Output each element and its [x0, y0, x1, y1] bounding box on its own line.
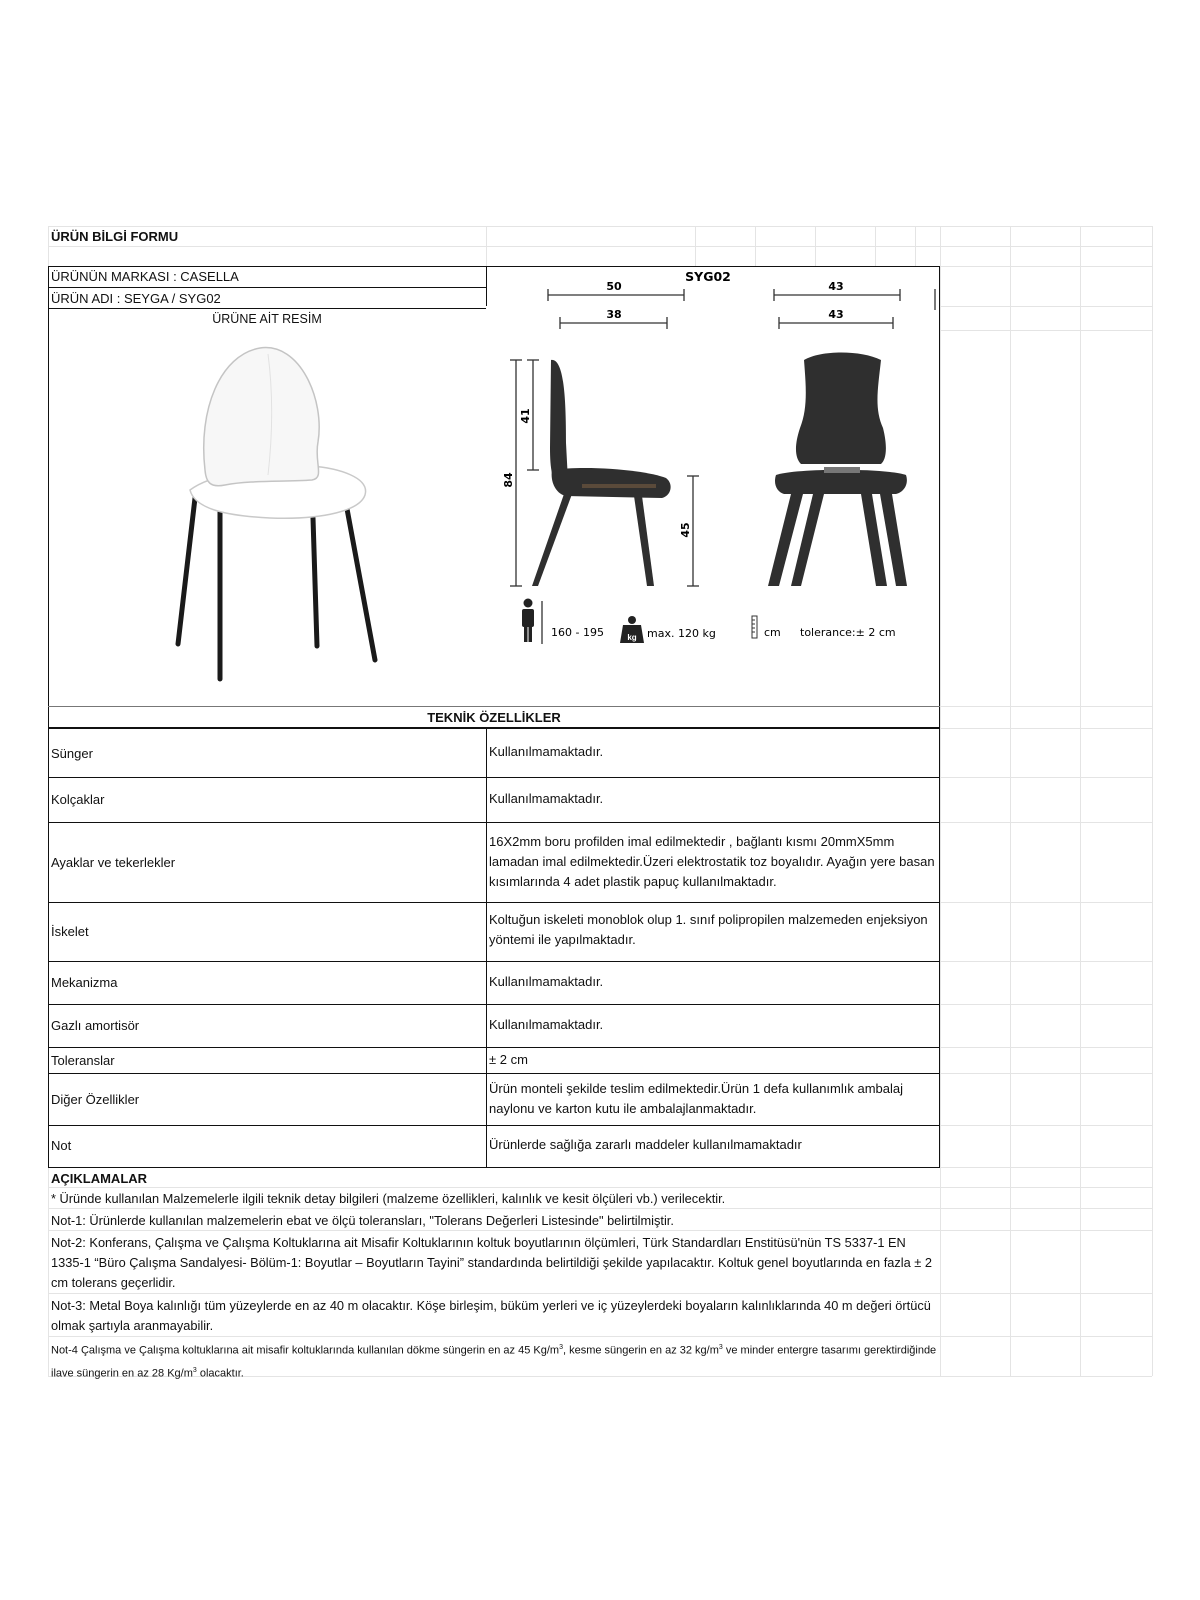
note-2: Not-2: Konferans, Çalışma ve Çalışma Koltuklarına ait Misafir Koltuklarının koltuk boyutlarının ölçümleri, Türk Standardları Enstitüsü'nün TS 5337-1 EN 1335-1 “Büro Çalışma Sandalyesi- Bölüm-1: Boyutlar – Boyutların Tayini” standardında belirtildiği şekilde yapılacaktır. Koltuk genel boyutlarında en fazla ± 2 cm tolerans geçerlidir.	[51, 1235, 933, 1290]
product-name-line: ÜRÜN ADI : SEYGA / SYG02	[51, 291, 221, 306]
spec-value: Koltuğun iskeleti monoblok olup 1. sınıf polipropilen malzemeden enjeksiyon yöntemi ile yapılmaktadır.	[489, 912, 928, 947]
chair-shell	[204, 348, 319, 486]
superscript: 3	[192, 1366, 197, 1374]
note-3: Not-3: Metal Boya kalınlığı tüm yüzeylerde en az 40 m olacaktır. Köşe birleşim, büküm yerleri ve iç yüzeylerdeki boyaların kalınlıklarında 40 m değeri örtücü olmak şartıyla aranmayabilir.	[51, 1298, 931, 1333]
note-general: * Üründe kullanılan Malzemelerle ilgili teknik detay bilgileri (malzeme özellikleri, kalınlık ve kesit ölçüleri vb.) verilecektir.	[51, 1191, 726, 1206]
spec-label: Ayaklar ve tekerlekler	[51, 855, 176, 870]
front-view-chair	[768, 353, 907, 587]
note-4-part: Not-4 Çalışma ve Çalışma koltuklarına ait misafir koltuklarında kullanılan dökme süngerin en az 45 Kg/m	[51, 1344, 560, 1357]
spec-label: Not	[51, 1138, 72, 1153]
dim-front-top: 43	[828, 280, 844, 293]
dim-side-seat: 38	[606, 308, 622, 321]
spec-label: Diğer Özellikler	[51, 1092, 140, 1107]
spec-value: ± 2 cm	[489, 1052, 528, 1067]
dim-side-top: 50	[606, 280, 622, 293]
tolerance-label: tolerance:± 2 cm	[800, 626, 896, 639]
dim-total-height: 84	[502, 472, 515, 488]
weight-icon-label: kg	[627, 633, 637, 642]
tech-header: TEKNİK ÖZELLİKLER	[427, 710, 561, 725]
spec-value: Kullanılmamaktadır.	[489, 791, 604, 806]
chair-legs	[178, 498, 375, 679]
technical-drawing	[486, 268, 939, 688]
note-4	[51, 1338, 941, 1383]
drawing-code: SYG02	[685, 269, 731, 284]
tech-header-rule	[48, 727, 940, 729]
spec-value: Kullanılmamaktadır.	[489, 974, 604, 989]
note-4-part: , kesme süngerin en az 32 kg/m	[562, 1344, 719, 1357]
spec-value: Kullanılmamaktadır.	[489, 744, 604, 759]
chair-photo	[150, 340, 420, 690]
spec-label: Toleranslar	[51, 1053, 115, 1068]
form-title: ÜRÜN BİLGİ FORMU	[51, 229, 179, 244]
dim-front-seat: 43	[828, 308, 844, 321]
spec-label: Mekanizma	[51, 975, 118, 990]
spec-value: Ürünlerde sağlığa zararlı maddeler kullanılmamaktadır	[489, 1137, 802, 1152]
dim-seat-height: 45	[679, 522, 692, 538]
spec-value: Ürün monteli şekilde teslim edilmektedir.Ürün 1 defa kullanımlık ambalaj naylonu ve karton kutu ile ambalajlanmaktadır.	[489, 1081, 904, 1116]
superscript: 3	[718, 1344, 723, 1351]
note-4-part: olacaktır.	[196, 1367, 244, 1380]
spec-value: Kullanılmamaktadır.	[489, 1017, 604, 1032]
image-caption: ÜRÜNE AİT RESİM	[212, 312, 322, 326]
side-view-chair	[532, 360, 671, 586]
notes-title: AÇIKLAMALAR	[51, 1171, 148, 1186]
spec-label: Sünger	[51, 746, 93, 761]
dim-back-height: 41	[519, 408, 532, 424]
note-4-part: ve minder entergre tasarımı gerektirdiğinde ilave süngerin en az 28 Kg/m	[51, 1344, 937, 1380]
superscript: 3	[559, 1344, 563, 1351]
unit-label: cm	[764, 626, 781, 639]
spec-label: İskelet	[51, 924, 89, 939]
spec-label: Gazlı amortisör	[51, 1018, 140, 1033]
max-weight: max. 120 kg	[647, 627, 716, 640]
ruler-icon	[752, 616, 757, 638]
brand-line: ÜRÜNÜN MARKASI : CASELLA	[51, 269, 239, 284]
note-1: Not-1: Ürünlerde kullanılan malzemelerin ebat ve ölçü toleransları, "Tolerans Değerleri Listesinde" belirtilmiştir.	[51, 1213, 674, 1228]
spec-label: Kolçaklar	[51, 792, 105, 807]
tech-header-top-rule	[48, 706, 940, 707]
spec-value: 16X2mm boru profilden imal edilmektedir , bağlantı kısmı 20mmX5mm lamadan imal edilmektedir.Üzeri elektrostatik toz boyalıdır. Ayağın yere basan kısımlarında 4 adet plastik papuç kullanılmaktadır.	[489, 834, 935, 889]
person-icon	[522, 599, 542, 645]
user-height-range: 160 - 195	[551, 626, 604, 639]
